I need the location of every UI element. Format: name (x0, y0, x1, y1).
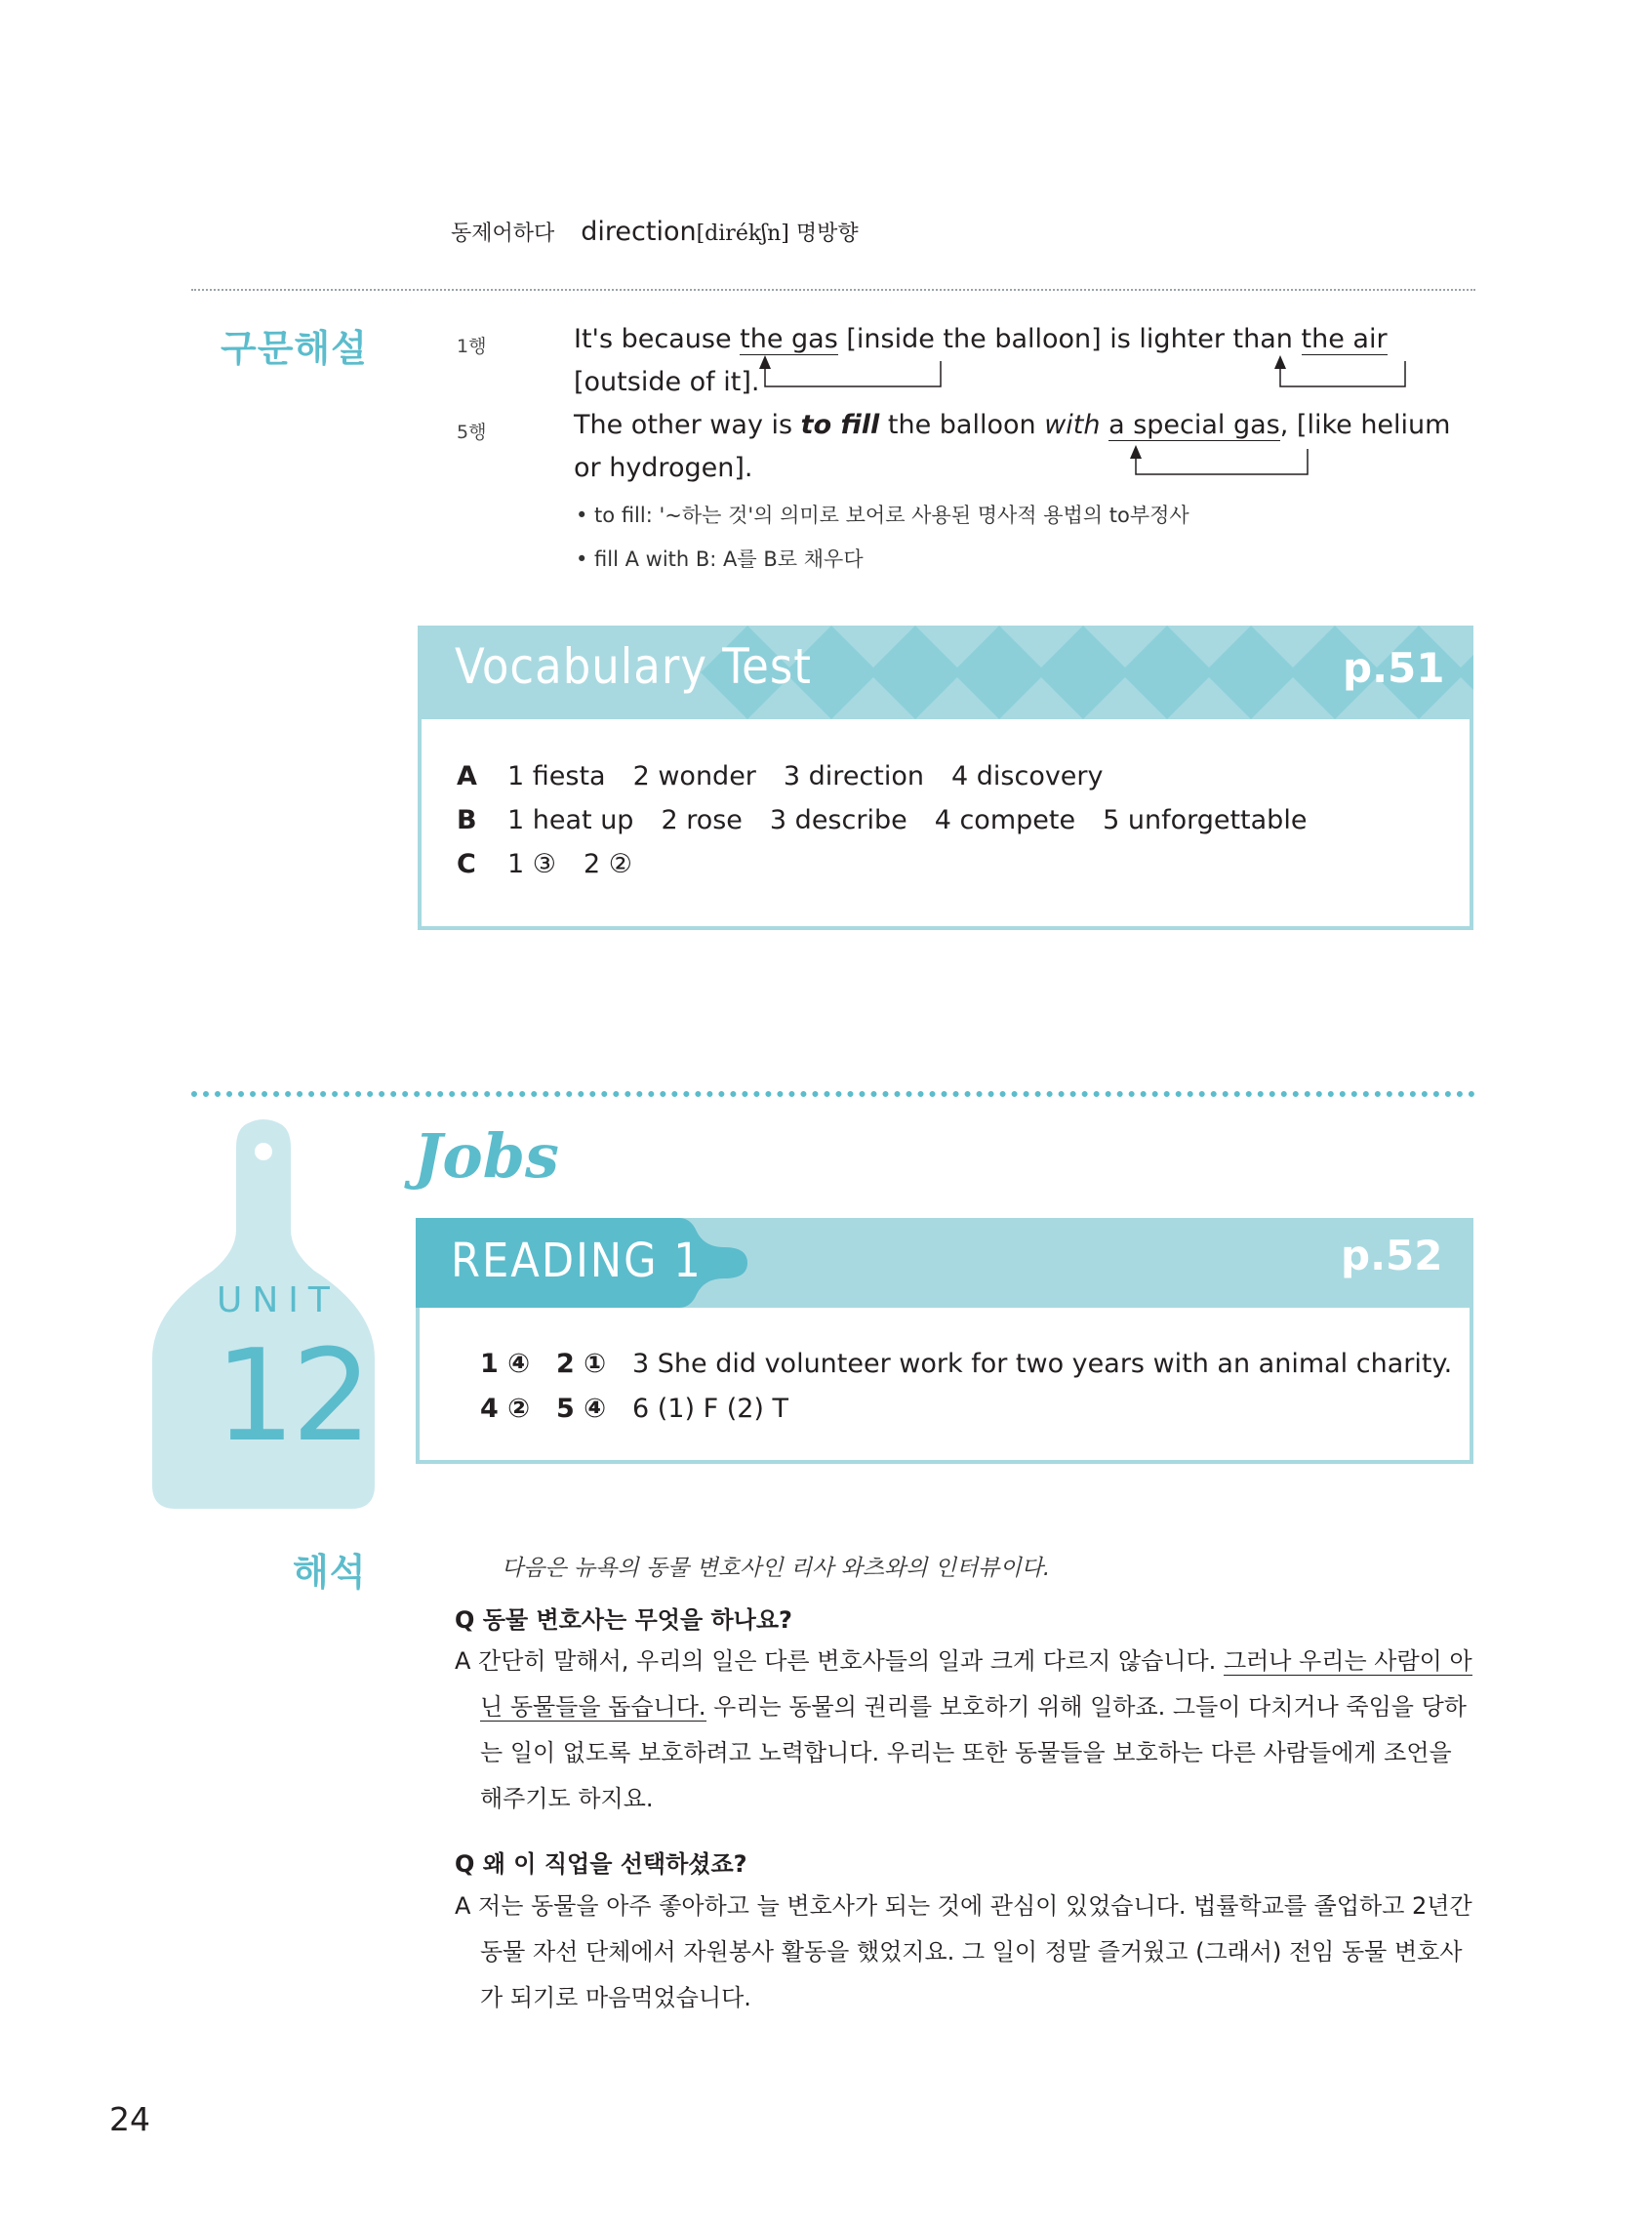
answer-item: 2 rose (661, 805, 743, 835)
answer-2: A 저는 동물을 아주 좋아하고 늘 변호사가 되는 것에 관심이 있었습니다. 법률학교를 졸업하고 2년간 동물 자선 단체에서 자원봉사 활동을 했었지요. 그 일이 정말 즐거웠고 (그래서) 전임 동물 변호사가 되기로 마음먹었습니다. (455, 1892, 1472, 2011)
line-number-1: 1행 (457, 336, 487, 357)
vocab-pron: [dirékʃn] (696, 222, 789, 246)
vocab-prev-meaning: 동제어하다 (451, 222, 555, 246)
question-2: Q 왜 이 직업을 선택하셨죠? (455, 1850, 747, 1878)
answer-item: 5 ④ (556, 1394, 607, 1424)
answer-1 (455, 1639, 1475, 1822)
sentence-subject-air: the air (1301, 324, 1388, 354)
reading-page: p.52 (1341, 1232, 1443, 1279)
answer-item: 5 unforgettable (1103, 805, 1308, 835)
reading-title: READING 1 (451, 1234, 703, 1288)
sentence-part: the balloon (879, 410, 1045, 440)
answer-item: 2 ① (556, 1349, 607, 1379)
answer-item: 1 heat up (507, 805, 634, 835)
grammar-note-2: • fill A with B: A를 B로 채우다 (576, 547, 864, 571)
vocab-row-a (457, 761, 1131, 791)
sentence-part: , [like helium or hydrogen]. (574, 410, 1451, 483)
answer-item: 6 (1) F (2) T (632, 1394, 789, 1424)
answer-underlined: 그러나 우리는 사람이 아닌 동물들을 돕습니다. (480, 1647, 1472, 1721)
sentence-subject-gas: the gas (740, 324, 838, 354)
sentence-with: with (1044, 410, 1101, 440)
answer-item: 4 ② (480, 1394, 531, 1424)
sentence-part: It's because (574, 324, 741, 354)
answer-item: 1 fiesta (507, 761, 606, 791)
question-1: Q 동물 변호사는 무엇을 하나요? (455, 1606, 792, 1634)
answer-item: 3 She did volunteer work for two years with an animal charity. (632, 1349, 1453, 1379)
sentence-part: The other way is (574, 410, 801, 440)
vocab-row-c (457, 849, 660, 879)
vocab-word: direction (581, 217, 697, 247)
sentence-to-fill: to fill (800, 410, 880, 440)
grammar-section-label: 구문해설 (221, 327, 368, 370)
row-label: C (457, 849, 476, 879)
vocab-row-b (457, 805, 1334, 835)
dotted-divider (191, 1091, 1475, 1097)
unit-number: 12 (215, 1321, 369, 1470)
vocab-meaning: 명방향 (795, 222, 859, 246)
sentence-special-gas: a special gas (1108, 410, 1280, 440)
vocab-test-title: Vocabulary Test (455, 638, 812, 695)
page-number: 24 (109, 2100, 150, 2138)
grammar-arrows (0, 0, 1652, 586)
answer-item: 3 describe (769, 805, 907, 835)
answer-item: 3 direction (783, 761, 924, 791)
answer-item: 1 ③ (507, 849, 556, 879)
answer-item: 2 wonder (632, 761, 756, 791)
unit-label: UNIT (217, 1280, 340, 1320)
translation-section-label: 해석 (293, 1551, 367, 1594)
sentence-part: [inside the balloon] is lighter than (837, 324, 1302, 354)
answer-text: A 간단히 말해서, 우리의 일은 다른 변호사들의 일과 크게 다르지 않습니다. (455, 1647, 1224, 1675)
answer-item: 2 ② (583, 849, 632, 879)
line-number-5: 5행 (457, 422, 487, 443)
sentence-part: [outside of it]. (574, 367, 760, 397)
unit-title: Jobs (414, 1120, 559, 1192)
translation-intro: 다음은 뉴욕의 동물 변호사인 리사 와츠와의 인터뷰이다. (502, 1556, 1051, 1581)
answer-text: 우리는 동물의 권리를 보호하기 위해 일하죠. 그들이 다치거나 죽임을 당하는 일이 없도록 보호하려고 노력합니다. 우리는 또한 동물들을 보호하는 다른 사람들에게 조언을 해주기도 하지요. (480, 1693, 1467, 1812)
answer-item: 4 discovery (951, 761, 1104, 791)
row-label: B (457, 805, 477, 835)
answer-item: 1 ④ (480, 1349, 531, 1379)
vocab-test-page: p.51 (1343, 644, 1445, 692)
answer-item: 4 compete (934, 805, 1076, 835)
reading-answers-row-2 (480, 1394, 788, 1424)
grammar-note-1: • to fill: '~하는 것'의 의미로 보어로 사용된 명사적 용법의 to부정사 (576, 504, 1189, 527)
reading-answers-row-1 (480, 1349, 1452, 1379)
row-label: A (457, 761, 477, 791)
